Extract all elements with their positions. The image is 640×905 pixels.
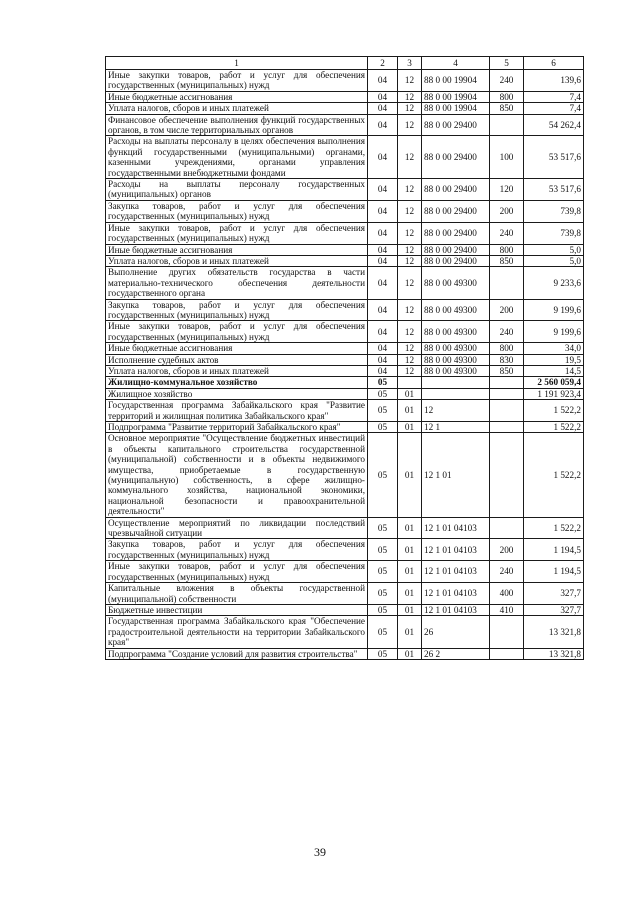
cell-rz: 04	[368, 114, 398, 136]
table-row	[106, 539, 584, 561]
cell-sum: 139,6	[524, 70, 584, 92]
cell-vr	[490, 422, 524, 433]
cell-csr: 88 0 00 29400	[422, 136, 490, 179]
cell-pr: 12	[398, 222, 422, 244]
cell-csr: 88 0 00 49300	[422, 321, 490, 343]
cell-rz: 04	[368, 91, 398, 102]
cell-pr: 01	[398, 388, 422, 399]
page-number: 39	[314, 845, 326, 859]
cell-csr	[422, 377, 490, 388]
cell-sum: 53 517,6	[524, 179, 584, 201]
table-row	[106, 616, 584, 648]
table-row	[106, 517, 584, 539]
cell-sum: 1 191 923,4	[524, 388, 584, 399]
cell-vr: 850	[490, 255, 524, 266]
cell-csr: 88 0 00 49300	[422, 354, 490, 365]
cell-pr: 12	[398, 267, 422, 299]
cell-name: Иные бюджетные ассигнования	[106, 91, 368, 102]
cell-vr	[490, 517, 524, 539]
cell-pr: 12	[398, 114, 422, 136]
cell-sum: 34,0	[524, 343, 584, 354]
cell-vr: 800	[490, 343, 524, 354]
cell-vr: 120	[490, 179, 524, 201]
cell-pr: 12	[398, 136, 422, 179]
cell-pr: 01	[398, 648, 422, 659]
table-row	[106, 433, 584, 517]
cell-pr: 12	[398, 103, 422, 114]
cell-name: Государственная программа Забайкальского края "Развитие территорий и жилищная политика Забайкальского края"	[106, 400, 368, 422]
cell-pr: 12	[398, 200, 422, 222]
cell-pr: 01	[398, 604, 422, 615]
cell-rz: 04	[368, 299, 398, 321]
cell-csr: 88 0 00 49300	[422, 365, 490, 376]
cell-sum: 7,4	[524, 91, 584, 102]
table-row	[106, 388, 584, 399]
cell-rz: 04	[368, 321, 398, 343]
cell-sum: 327,7	[524, 583, 584, 605]
cell-csr: 12 1 01 04103	[422, 539, 490, 561]
cell-csr: 88 0 00 29400	[422, 222, 490, 244]
cell-vr: 200	[490, 200, 524, 222]
cell-csr	[422, 388, 490, 399]
cell-sum: 2 560 059,4	[524, 377, 584, 388]
cell-name: Иные закупки товаров, работ и услуг для обеспечения государственных (муниципальных) нужд	[106, 321, 368, 343]
cell-pr: 12	[398, 91, 422, 102]
cell-rz: 05	[368, 400, 398, 422]
cell-sum: 9 199,6	[524, 299, 584, 321]
cell-rz: 04	[368, 244, 398, 255]
budget-table-body	[106, 57, 584, 660]
table-row	[106, 583, 584, 605]
table-row	[106, 179, 584, 201]
cell-csr: 88 0 00 49300	[422, 343, 490, 354]
cell-vr	[490, 377, 524, 388]
cell-vr	[490, 267, 524, 299]
cell-vr: 240	[490, 321, 524, 343]
cell-sum: 327,7	[524, 604, 584, 615]
cell-name: Финансовое обеспечение выполнения функций государственных органов, в том числе территориальных органов	[106, 114, 368, 136]
cell-rz: 04	[368, 343, 398, 354]
cell-vr: 410	[490, 604, 524, 615]
cell-rz: 04	[368, 222, 398, 244]
cell-csr: 88 0 00 49300	[422, 299, 490, 321]
cell-csr: 88 0 00 19904	[422, 103, 490, 114]
table-row	[106, 343, 584, 354]
cell-vr	[490, 433, 524, 517]
cell-rz: 05	[368, 616, 398, 648]
header-cell: 2	[368, 57, 398, 70]
cell-name: Иные бюджетные ассигнования	[106, 343, 368, 354]
cell-vr: 830	[490, 354, 524, 365]
cell-name: Исполнение судебных актов	[106, 354, 368, 365]
cell-csr: 88 0 00 29400	[422, 255, 490, 266]
cell-name: Государственная программа Забайкальского края "Обеспечение градостроительной деятельности на территории Забайкальского края"	[106, 616, 368, 648]
cell-vr: 240	[490, 222, 524, 244]
cell-csr: 88 0 00 29400	[422, 179, 490, 201]
cell-vr	[490, 114, 524, 136]
cell-rz: 04	[368, 103, 398, 114]
cell-name: Капитальные вложения в объекты государственной (муниципальной) собственности	[106, 583, 368, 605]
cell-vr	[490, 616, 524, 648]
cell-csr: 88 0 00 29400	[422, 244, 490, 255]
table-row	[106, 365, 584, 376]
cell-name: Бюджетные инвестиции	[106, 604, 368, 615]
cell-vr: 200	[490, 299, 524, 321]
cell-sum: 14,5	[524, 365, 584, 376]
cell-vr: 800	[490, 91, 524, 102]
table-row	[106, 561, 584, 583]
cell-sum: 5,0	[524, 255, 584, 266]
cell-name: Иные закупки товаров, работ и услуг для обеспечения государственных (муниципальных) нужд	[106, 222, 368, 244]
cell-csr: 88 0 00 19904	[422, 91, 490, 102]
table-row	[106, 244, 584, 255]
cell-csr: 88 0 00 29400	[422, 114, 490, 136]
cell-name: Закупка товаров, работ и услуг для обеспечения государственных (муниципальных) нужд	[106, 200, 368, 222]
cell-vr: 400	[490, 583, 524, 605]
cell-sum: 1 522,2	[524, 517, 584, 539]
cell-sum: 1 522,2	[524, 400, 584, 422]
cell-pr: 01	[398, 433, 422, 517]
cell-name: Иные бюджетные ассигнования	[106, 244, 368, 255]
cell-rz: 05	[368, 422, 398, 433]
cell-vr: 850	[490, 103, 524, 114]
cell-name: Выполнение других обязательств государства в части материально-технического обеспечения деятельности государственного органа	[106, 267, 368, 299]
cell-sum: 739,8	[524, 200, 584, 222]
cell-pr: 01	[398, 517, 422, 539]
cell-pr: 01	[398, 400, 422, 422]
cell-sum: 13 321,8	[524, 616, 584, 648]
cell-sum: 739,8	[524, 222, 584, 244]
cell-pr: 12	[398, 299, 422, 321]
cell-sum: 9 233,6	[524, 267, 584, 299]
cell-vr	[490, 400, 524, 422]
cell-pr: 12	[398, 343, 422, 354]
cell-csr: 12 1 01 04103	[422, 517, 490, 539]
cell-sum: 9 199,6	[524, 321, 584, 343]
cell-rz: 05	[368, 648, 398, 659]
header-cell: 5	[490, 57, 524, 70]
cell-sum: 1 194,5	[524, 561, 584, 583]
cell-pr: 01	[398, 422, 422, 433]
cell-csr: 12 1	[422, 422, 490, 433]
cell-name: Подпрограмма "Развитие территорий Забайкальского края"	[106, 422, 368, 433]
table-row	[106, 648, 584, 659]
cell-pr: 12	[398, 255, 422, 266]
cell-sum: 54 262,4	[524, 114, 584, 136]
cell-rz: 04	[368, 365, 398, 376]
cell-name: Осуществление мероприятий по ликвидации последствий чрезвычайной ситуации	[106, 517, 368, 539]
cell-csr: 88 0 00 19904	[422, 70, 490, 92]
table-row	[106, 354, 584, 365]
cell-name: Уплата налогов, сборов и иных платежей	[106, 255, 368, 266]
table-row	[106, 299, 584, 321]
table-row	[106, 255, 584, 266]
cell-sum: 19,5	[524, 354, 584, 365]
cell-rz: 05	[368, 377, 398, 388]
table-row	[106, 604, 584, 615]
table-row	[106, 267, 584, 299]
cell-sum: 13 321,8	[524, 648, 584, 659]
cell-csr: 12 1 01 04103	[422, 561, 490, 583]
cell-rz: 04	[368, 267, 398, 299]
cell-csr: 12 1 01 04103	[422, 583, 490, 605]
cell-rz: 04	[368, 200, 398, 222]
table-row	[106, 91, 584, 102]
cell-vr: 200	[490, 539, 524, 561]
cell-vr: 100	[490, 136, 524, 179]
cell-pr: 12	[398, 244, 422, 255]
cell-name: Жилищно-коммунальное хозяйство	[106, 377, 368, 388]
cell-pr	[398, 377, 422, 388]
cell-name: Основное мероприятие "Осуществление бюджетных инвестиций в объекты капитального строительства государственной (муниципальной) собственности и в объекты недвижимого имущества, приобретаемые в государственную (муниципальную) собственность, в сфере жилищно-коммунального хозяйства, национальной экономики, национальной безопасности и правоохранительной деятельности"	[106, 433, 368, 517]
header-cell: 6	[524, 57, 584, 70]
cell-name: Расходы на выплаты персоналу государственных (муниципальных) органов	[106, 179, 368, 201]
cell-vr: 850	[490, 365, 524, 376]
cell-sum: 53 517,6	[524, 136, 584, 179]
cell-rz: 05	[368, 604, 398, 615]
cell-pr: 01	[398, 616, 422, 648]
table-row	[106, 70, 584, 92]
cell-sum: 1 522,2	[524, 433, 584, 517]
cell-vr	[490, 648, 524, 659]
cell-name: Расходы на выплаты персоналу в целях обеспечения выполнения функций государственными (муниципальными) органами, казенными учреждениями, органами управления государственными внебюджетными фондами	[106, 136, 368, 179]
cell-pr: 01	[398, 539, 422, 561]
header-cell: 1	[106, 57, 368, 70]
cell-rz: 05	[368, 517, 398, 539]
table-row	[106, 136, 584, 179]
cell-rz: 05	[368, 583, 398, 605]
cell-csr: 12	[422, 400, 490, 422]
header-cell: 4	[422, 57, 490, 70]
table-row	[106, 422, 584, 433]
cell-vr: 800	[490, 244, 524, 255]
cell-rz: 05	[368, 539, 398, 561]
cell-name: Подпрограмма "Создание условий для развития строительства"	[106, 648, 368, 659]
cell-sum: 1 194,5	[524, 539, 584, 561]
cell-csr: 12 1 01 04103	[422, 604, 490, 615]
cell-pr: 12	[398, 70, 422, 92]
cell-rz: 05	[368, 561, 398, 583]
cell-rz: 04	[368, 354, 398, 365]
cell-vr: 240	[490, 561, 524, 583]
cell-csr: 88 0 00 49300	[422, 267, 490, 299]
cell-name: Иные закупки товаров, работ и услуг для обеспечения государственных (муниципальных) нужд	[106, 70, 368, 92]
cell-name: Закупка товаров, работ и услуг для обеспечения государственных (муниципальных) нужд	[106, 539, 368, 561]
cell-name: Жилищное хозяйство	[106, 388, 368, 399]
cell-sum: 1 522,2	[524, 422, 584, 433]
cell-csr: 12 1 01	[422, 433, 490, 517]
header-cell: 3	[398, 57, 422, 70]
cell-sum: 5,0	[524, 244, 584, 255]
cell-sum: 7,4	[524, 103, 584, 114]
cell-rz: 04	[368, 179, 398, 201]
cell-rz: 05	[368, 433, 398, 517]
cell-csr: 26	[422, 616, 490, 648]
table-header-row	[106, 57, 584, 70]
cell-pr: 12	[398, 179, 422, 201]
cell-pr: 01	[398, 583, 422, 605]
cell-name: Уплата налогов, сборов и иных платежей	[106, 103, 368, 114]
table-row	[106, 103, 584, 114]
table-row	[106, 200, 584, 222]
cell-name: Закупка товаров, работ и услуг для обеспечения государственных (муниципальных) нужд	[106, 299, 368, 321]
cell-rz: 04	[368, 70, 398, 92]
table-row	[106, 321, 584, 343]
cell-rz: 05	[368, 388, 398, 399]
cell-name: Уплата налогов, сборов и иных платежей	[106, 365, 368, 376]
cell-csr: 88 0 00 29400	[422, 200, 490, 222]
cell-csr: 26 2	[422, 648, 490, 659]
table-row	[106, 222, 584, 244]
cell-rz: 04	[368, 255, 398, 266]
cell-pr: 12	[398, 321, 422, 343]
table-row	[106, 114, 584, 136]
cell-rz: 04	[368, 136, 398, 179]
budget-table	[105, 56, 584, 660]
cell-pr: 12	[398, 354, 422, 365]
cell-pr: 01	[398, 561, 422, 583]
cell-vr: 240	[490, 70, 524, 92]
table-row	[106, 377, 584, 388]
cell-pr: 12	[398, 365, 422, 376]
cell-name: Иные закупки товаров, работ и услуг для обеспечения государственных (муниципальных) нужд	[106, 561, 368, 583]
cell-vr	[490, 388, 524, 399]
table-row	[106, 400, 584, 422]
